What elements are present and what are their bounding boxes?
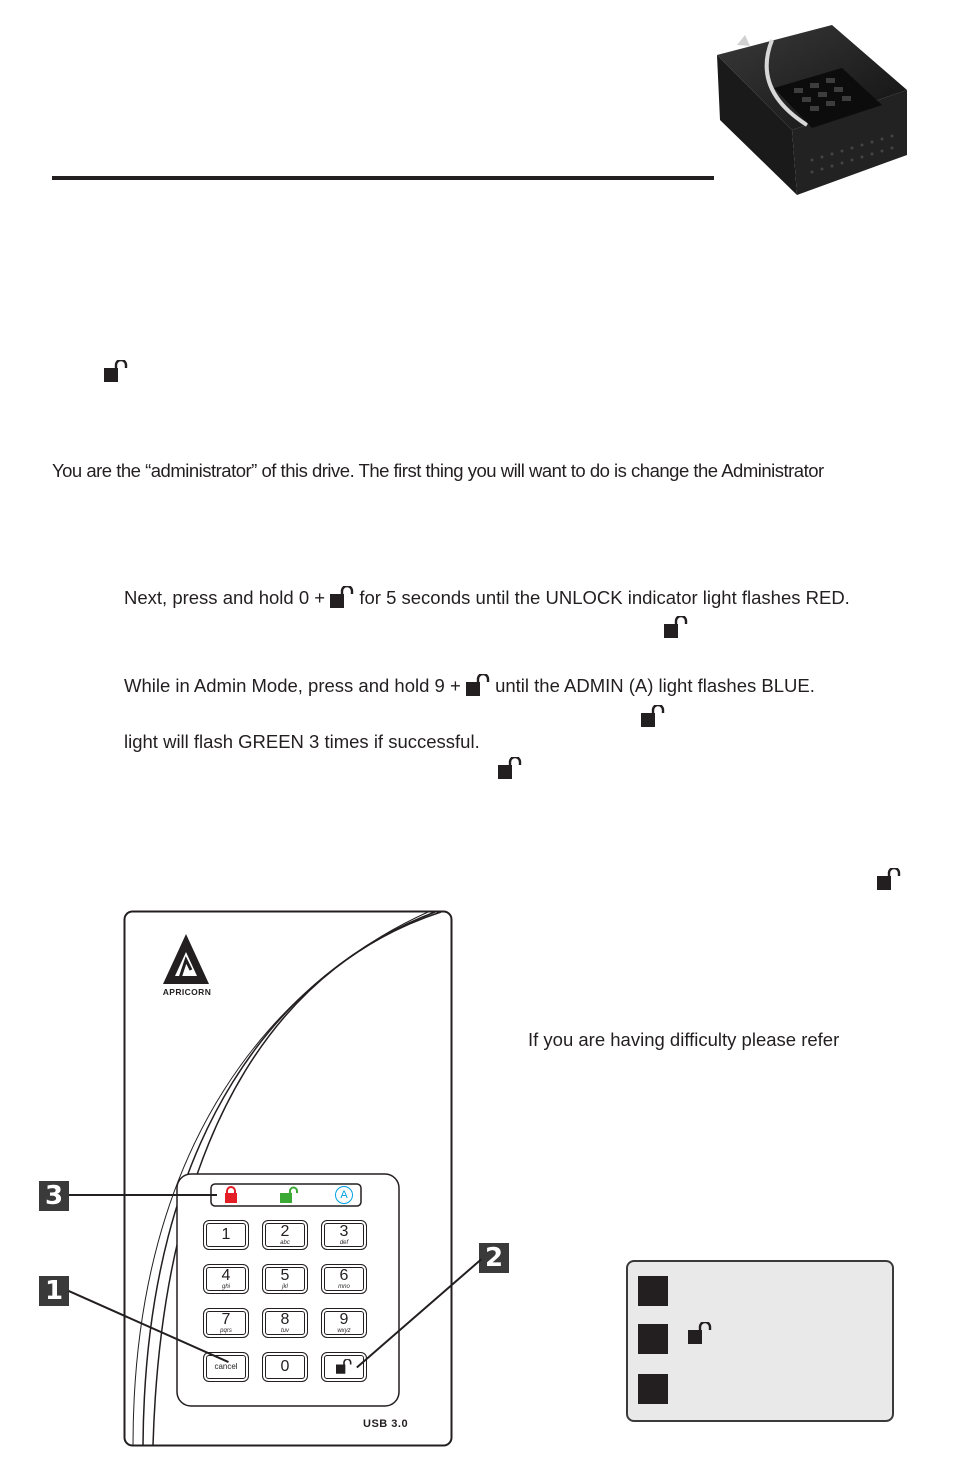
key-digit: 0 — [280, 1358, 290, 1375]
step-line-2 — [124, 674, 815, 697]
key-8[interactable] — [262, 1308, 308, 1338]
key-letters: tuv — [280, 1328, 289, 1334]
step-line-2-end: until the ADMIN (A) light flashes BLUE. — [489, 675, 815, 696]
cancel-key-label: cancel — [214, 1362, 238, 1371]
key-digit: 4 — [221, 1267, 231, 1284]
unlock-icon — [336, 1359, 352, 1379]
key-digit: 1 — [221, 1226, 231, 1243]
key-letters: def — [339, 1240, 349, 1246]
unlock-icon — [330, 586, 354, 608]
key-3[interactable] — [321, 1220, 367, 1250]
unlock-icon — [877, 868, 901, 890]
key-0[interactable] — [262, 1352, 308, 1382]
unlock-icon — [104, 360, 128, 382]
key-letters: ghi — [221, 1284, 230, 1290]
product-photo — [712, 20, 922, 220]
difficulty-text: If you are having difficulty please refer — [528, 1029, 840, 1050]
key-digit: 7 — [221, 1311, 231, 1328]
key-digit: 5 — [280, 1267, 290, 1284]
red-lock-icon — [223, 1186, 239, 1208]
key-letters: jkl — [282, 1284, 288, 1290]
key-7[interactable] — [203, 1308, 249, 1338]
unlock-key[interactable] — [321, 1352, 367, 1382]
key-letters: mno — [338, 1284, 350, 1290]
key-6[interactable] — [321, 1264, 367, 1294]
key-digit: 9 — [339, 1311, 349, 1328]
green-unlock-icon — [280, 1186, 298, 1208]
step-line-1 — [124, 586, 850, 609]
unlock-icon — [688, 1322, 712, 1344]
brand-logo-text: APRICORN — [162, 987, 212, 997]
header-rule — [52, 176, 714, 180]
cancel-key[interactable] — [203, 1352, 249, 1382]
step-line-2-start: While in Admin Mode, press and hold 9 + — [124, 675, 466, 696]
key-4[interactable] — [203, 1264, 249, 1294]
step-line-1-end: for 5 seconds until the UNLOCK indicator light flashes RED. — [354, 587, 850, 608]
key-digit: 3 — [339, 1223, 349, 1240]
unlock-icon — [641, 705, 665, 727]
usb-label: USB 3.0 — [363, 1418, 409, 1430]
key-2[interactable] — [262, 1220, 308, 1250]
key-1[interactable] — [203, 1220, 249, 1250]
drive-illustration — [123, 910, 453, 1447]
callout-3-line — [69, 1194, 217, 1196]
key-5[interactable] — [262, 1264, 308, 1294]
callout-1: 1 — [39, 1276, 69, 1306]
key-digit: 6 — [339, 1267, 349, 1284]
admin-intro-text: You are the “administrator” of this drive. The first thing you will want to do is change the Administrator — [52, 460, 824, 481]
key-letters: abc — [280, 1240, 290, 1246]
callout-2: 2 — [479, 1243, 509, 1273]
legend-marker-3 — [638, 1374, 668, 1404]
legend-marker-1 — [638, 1276, 668, 1306]
key-digit: 8 — [280, 1311, 290, 1328]
legend-marker-2 — [638, 1324, 668, 1354]
unlock-icon — [466, 674, 490, 696]
step-line-3: light will flash GREEN 3 times if successful. — [124, 731, 480, 752]
key-9[interactable] — [321, 1308, 367, 1338]
unlock-icon — [498, 757, 522, 779]
unlock-icon — [664, 616, 688, 638]
keypad — [203, 1220, 373, 1400]
admin-a-icon: A — [335, 1186, 353, 1204]
legend-box — [626, 1260, 894, 1422]
key-digit: 2 — [280, 1223, 290, 1240]
key-letters: pqrs — [220, 1328, 232, 1334]
callout-3: 3 — [39, 1181, 69, 1211]
key-letters: wxyz — [337, 1328, 351, 1334]
step-line-1-start: Next, press and hold 0 + — [124, 587, 331, 608]
